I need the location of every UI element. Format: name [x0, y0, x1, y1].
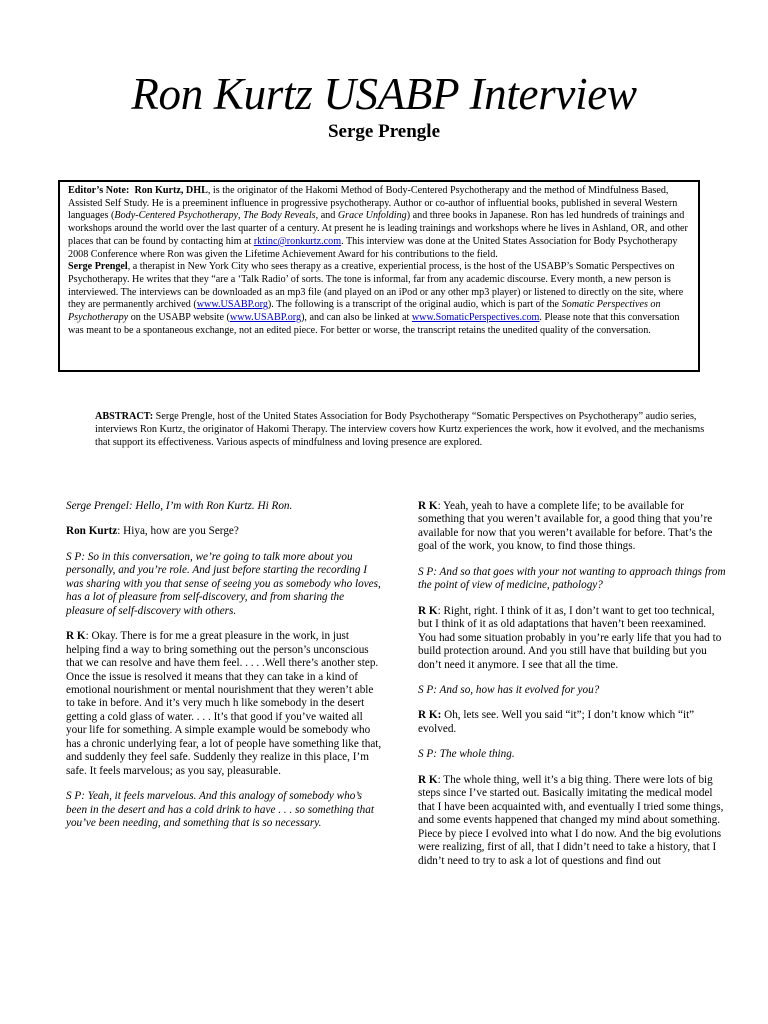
author-name: Serge Prengle: [327, 121, 441, 142]
transcript-paragraph: [66, 630, 382, 778]
ron-bio-text: , is the originator of the Hakomi Method of Body-Centered Psychotherapy and the method of Mindfulness Based, Assisted Self Study. He is a preeminent influence in progressive psychotherapy. Author or co-author of influential books, published in several Western languages (: [68, 185, 678, 222]
utterance-text: S P: So in this conversation, we’re going to talk more about you personally, and you’re role. And just before starting the recording I was sharing with you that sense of seeing you as somebody who loves, has a lot of pleasure from self-discovery, and from sharing the pleasure of self-discovery with others.: [66, 550, 381, 617]
speaker-label: R K: [418, 500, 438, 512]
usabp-link[interactable]: www.USABP.org: [196, 299, 268, 311]
transcript-paragraph: [66, 525, 382, 538]
ron-bio-text: . This interview was done at the United States Association for Body Psychotherapy 2008 Conference where Ron was given the Lifetime Achievement Award for his contributions to the field.: [68, 235, 678, 260]
speaker-label: R K: [418, 604, 438, 617]
transcript-paragraph: [418, 684, 726, 697]
utterance-text: : The whole thing, well it’s a big thing. There were lots of big steps since I’ve started out. Basically imitating the medical model that I have been acquainted with, and eventually I tried some things, and some events happened that changed my mind about something. Piece by piece I evolved into what I do now. And the big evolutions were realizing, first of all, that I didn’t need to take a history, that I didn’t need to try to ask a lot of questions and find out: [418, 773, 724, 867]
transcript-left-column: [66, 500, 382, 843]
transcript-paragraph: [418, 774, 726, 868]
serge-prengel-name: Serge Prengel: [68, 261, 128, 273]
transcript-paragraph: [418, 748, 726, 761]
series-title: Somatic Perspectives on Psychotherapy: [68, 299, 661, 324]
editors-note-box: [58, 180, 700, 372]
editors-note-ron: [68, 185, 693, 261]
transcript-paragraph: [418, 566, 726, 593]
utterance-text: S P: And so, how has it evolved for you?: [418, 683, 600, 696]
abstract: [95, 411, 705, 449]
ron-kurtz-name: Ron Kurtz, DHL: [134, 185, 208, 196]
somatic-perspectives-link[interactable]: www.SomaticPerspectives.com: [411, 312, 540, 324]
transcript-paragraph: [418, 709, 726, 736]
serge-bio-text: ), and can also be linked at: [301, 312, 412, 324]
utterance-text: : Right, right. I think of it as, I don’t want to get too technical, but I think of it as old adaptations that haven’t been reexamined. You had some situation probably in you’re early life that you had to build protection around. And you still have that building but you don’t need it anymore. I see that all the time.: [418, 604, 722, 671]
speaker-label: R K:: [418, 709, 442, 722]
speaker-label: R K: [66, 630, 86, 643]
serge-bio-text: on the USABP website (: [128, 312, 230, 324]
serge-bio-text: , a therapist in New York City who sees therapy as a creative, experiential process, is the host of the USABP’s Somatic Perspectives on Psychotherapy. He writes that they “are a ‘Talk Radio’ of sorts. The tone is informal, far from any academic discourse. Every month, a new person is interviewed. The interviews can be downloaded as an mp3 file (and played on an iPod or any other mp3 player) or listened to directly on the site, where they are permanently archived (: [68, 261, 684, 311]
utterance-text: : Okay. There is for me a great pleasure in the work, in just helping find a way to bring something out the person’s unconscious that we can resolve and have them feel. . . . .Well there’s another step. Once the issue is resolved it means that they can take in a kind of emotional nourishment or mental nourishment that they weren’t able to take in before. And it’s very much h like somebody in the desert getting a cold glass of water. . . . It’s that good if you’ve waited all your life for something. A simple example would be somebody who has a chronic underlying fear, a lot of people have something like that, and suddenly they feel safe. Suddenly they realize in this place, I’m safe. It feels marvelous; as you say, pleasurable.: [66, 630, 382, 777]
editors-note-serge: [68, 261, 693, 337]
serge-bio-text: . Please note that this conversation was meant to be a spontaneous exchange, not an edited piece. For better or worse, the transcript retains the unedited quality of the conversation.: [68, 312, 680, 336]
abstract-label: ABSTRACT:: [95, 411, 154, 422]
serge-bio-text: ). The following is a transcript of the original audio, which is part of the: [267, 299, 562, 311]
utterance-text: : Yeah, yeah to have a complete life; to be available for something that you weren’t available for, a good thing that you’re available for now that you weren’t available for before. That’s the goal of the work, you know, to find those things.: [418, 500, 713, 553]
email-link[interactable]: rktinc@ronkurtz.com: [253, 235, 342, 247]
transcript-paragraph: [66, 500, 382, 513]
separator: ,: [238, 210, 244, 222]
utterance-text: S P: Yeah, it feels marvelous. And this analogy of somebody who’s been in the desert and has a cold drink to have . . . so something that you’ve been needing, and something that is so necessary.: [66, 790, 374, 830]
speaker-label: Ron Kurtz: [66, 525, 118, 538]
editors-note-label: Editor’s Note:: [68, 185, 130, 196]
usabp-link[interactable]: www.USABP.org: [229, 312, 302, 324]
utterance-text: S P: And so that goes with your not wanting to approach things from the point of view of medicine, pathology?: [418, 565, 726, 592]
ron-bio-text: ) and three books in Japanese. Ron has led hundreds of trainings and workshops around the world over the last quarter of a century. At present he is leading trainings and workshops where he lives in Ashland, OR, and other places that can be found by contacting him at: [68, 210, 688, 247]
utterance-text: S P: The whole thing.: [418, 748, 515, 761]
book-title: The Body Reveals: [243, 210, 316, 222]
transcript-right-column: [418, 500, 726, 880]
transcript-paragraph: [66, 551, 382, 618]
book-title: Grace Unfolding: [337, 210, 407, 222]
speaker-label: R K: [418, 773, 438, 786]
utterance-text: Oh, lets see. Well you said “it”; I don’t know which “it” evolved.: [418, 709, 695, 735]
separator: , and: [315, 210, 338, 222]
transcript-paragraph: [66, 790, 382, 830]
document-title: Ron Kurtz USABP Interview: [131, 69, 637, 119]
book-title: Body-Centered Psychotherapy: [114, 210, 239, 222]
abstract-text: Serge Prengle, host of the United States Association for Body Psychotherapy “Somatic Perspectives on Psychotherapy” audio series, interviews Ron Kurtz, the originator of Hakomi Therapy. The interview covers how Kurtz experiences the work, how it evolved, and the mechanisms that support its effectiveness. Various aspects of mindfulness and loving presence are explored.: [95, 411, 705, 448]
utterance-text: : Hiya, how are you Serge?: [117, 525, 239, 538]
transcript-paragraph: [418, 500, 726, 554]
transcript-paragraph: [418, 605, 726, 672]
utterance-text: Serge Prengel: Hello, I’m with Ron Kurtz. Hi Ron.: [66, 500, 293, 512]
